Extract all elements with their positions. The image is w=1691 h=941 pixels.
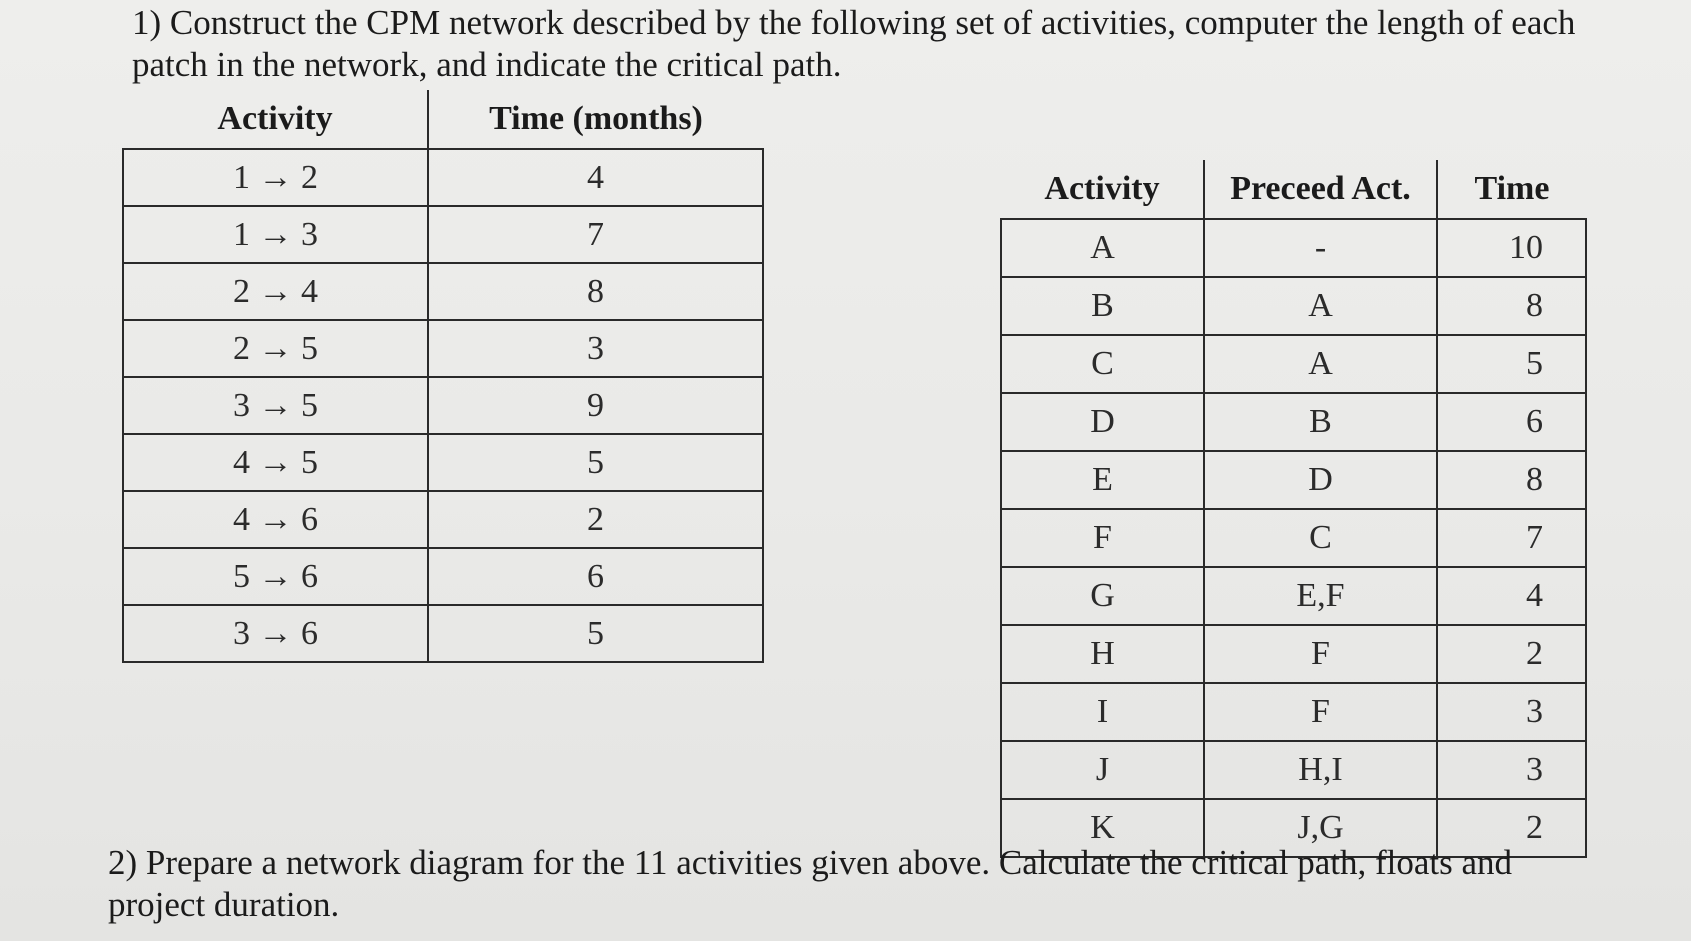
time-cell: 2 [1437,799,1586,857]
table-row [123,320,763,377]
preceding-cell: A [1204,277,1437,335]
time-cell: 7 [428,206,763,263]
activity-cell: 4 → 5 [123,434,428,491]
activity-cell: E [1001,451,1204,509]
preceding-cell: A [1204,335,1437,393]
activity-cell: 4 → 6 [123,491,428,548]
time-cell: 3 [1437,683,1586,741]
column-header-activity: Activity [1001,160,1204,219]
activity-cell: C [1001,335,1204,393]
time-cell: 9 [428,377,763,434]
column-header-time: Time [1437,160,1586,219]
table-row [1001,683,1586,741]
table-row [1001,509,1586,567]
time-cell: 3 [428,320,763,377]
table-row [1001,219,1586,277]
table-row [123,434,763,491]
activity-cell: H [1001,625,1204,683]
question-2-text: 2) Prepare a network diagram for the 11 activities given above. Calculate the critical path, floats and project duration. [108,843,1512,924]
column-header-activity: Activity [123,90,428,149]
table-row [123,548,763,605]
preceding-cell: D [1204,451,1437,509]
preceding-cell: F [1204,683,1437,741]
table-header-row [123,90,763,149]
time-cell: 2 [428,491,763,548]
activity-cell: 3 → 6 [123,605,428,662]
activity-cell: K [1001,799,1204,857]
time-cell: 6 [428,548,763,605]
column-header-preceding: Preceed Act. [1204,160,1437,219]
time-cell: 4 [1437,567,1586,625]
time-cell: 5 [428,434,763,491]
table-row [123,263,763,320]
table-row [123,377,763,434]
table-row [1001,741,1586,799]
preceding-cell: - [1204,219,1437,277]
activity-cell: 1 → 3 [123,206,428,263]
activity-cell: 3 → 5 [123,377,428,434]
activity-precedence-table [1000,160,1587,858]
activity-cell: 1 → 2 [123,149,428,206]
table-row [1001,625,1586,683]
preceding-cell: E,F [1204,567,1437,625]
preceding-cell: F [1204,625,1437,683]
activity-cell: 2 → 5 [123,320,428,377]
table-row [1001,451,1586,509]
activity-cell: D [1001,393,1204,451]
time-cell: 2 [1437,625,1586,683]
time-cell: 6 [1437,393,1586,451]
table-row [123,491,763,548]
column-header-time: Time (months) [428,90,763,149]
activity-cell: J [1001,741,1204,799]
activity-cell: I [1001,683,1204,741]
activity-cell: A [1001,219,1204,277]
preceding-cell: J,G [1204,799,1437,857]
preceding-cell: H,I [1204,741,1437,799]
preceding-cell: B [1204,393,1437,451]
table-row [1001,567,1586,625]
preceding-cell: C [1204,509,1437,567]
activity-cell: G [1001,567,1204,625]
time-cell: 8 [1437,277,1586,335]
table-header-row [1001,160,1586,219]
time-cell: 8 [1437,451,1586,509]
table-row [123,206,763,263]
table-row [123,149,763,206]
time-cell: 10 [1437,219,1586,277]
time-cell: 3 [1437,741,1586,799]
activity-time-table [122,90,764,663]
question-1-text: 1) Construct the CPM network described by the following set of activities, computer the length of each patch in the network, and indicate the critical path. [132,3,1576,84]
table-row [1001,335,1586,393]
activity-cell: 5 → 6 [123,548,428,605]
time-cell: 5 [1437,335,1586,393]
activity-cell: B [1001,277,1204,335]
time-cell: 8 [428,263,763,320]
activity-cell: F [1001,509,1204,567]
time-cell: 7 [1437,509,1586,567]
table-row [123,605,763,662]
activity-cell: 2 → 4 [123,263,428,320]
table-row [1001,277,1586,335]
time-cell: 4 [428,149,763,206]
table-row [1001,393,1586,451]
time-cell: 5 [428,605,763,662]
